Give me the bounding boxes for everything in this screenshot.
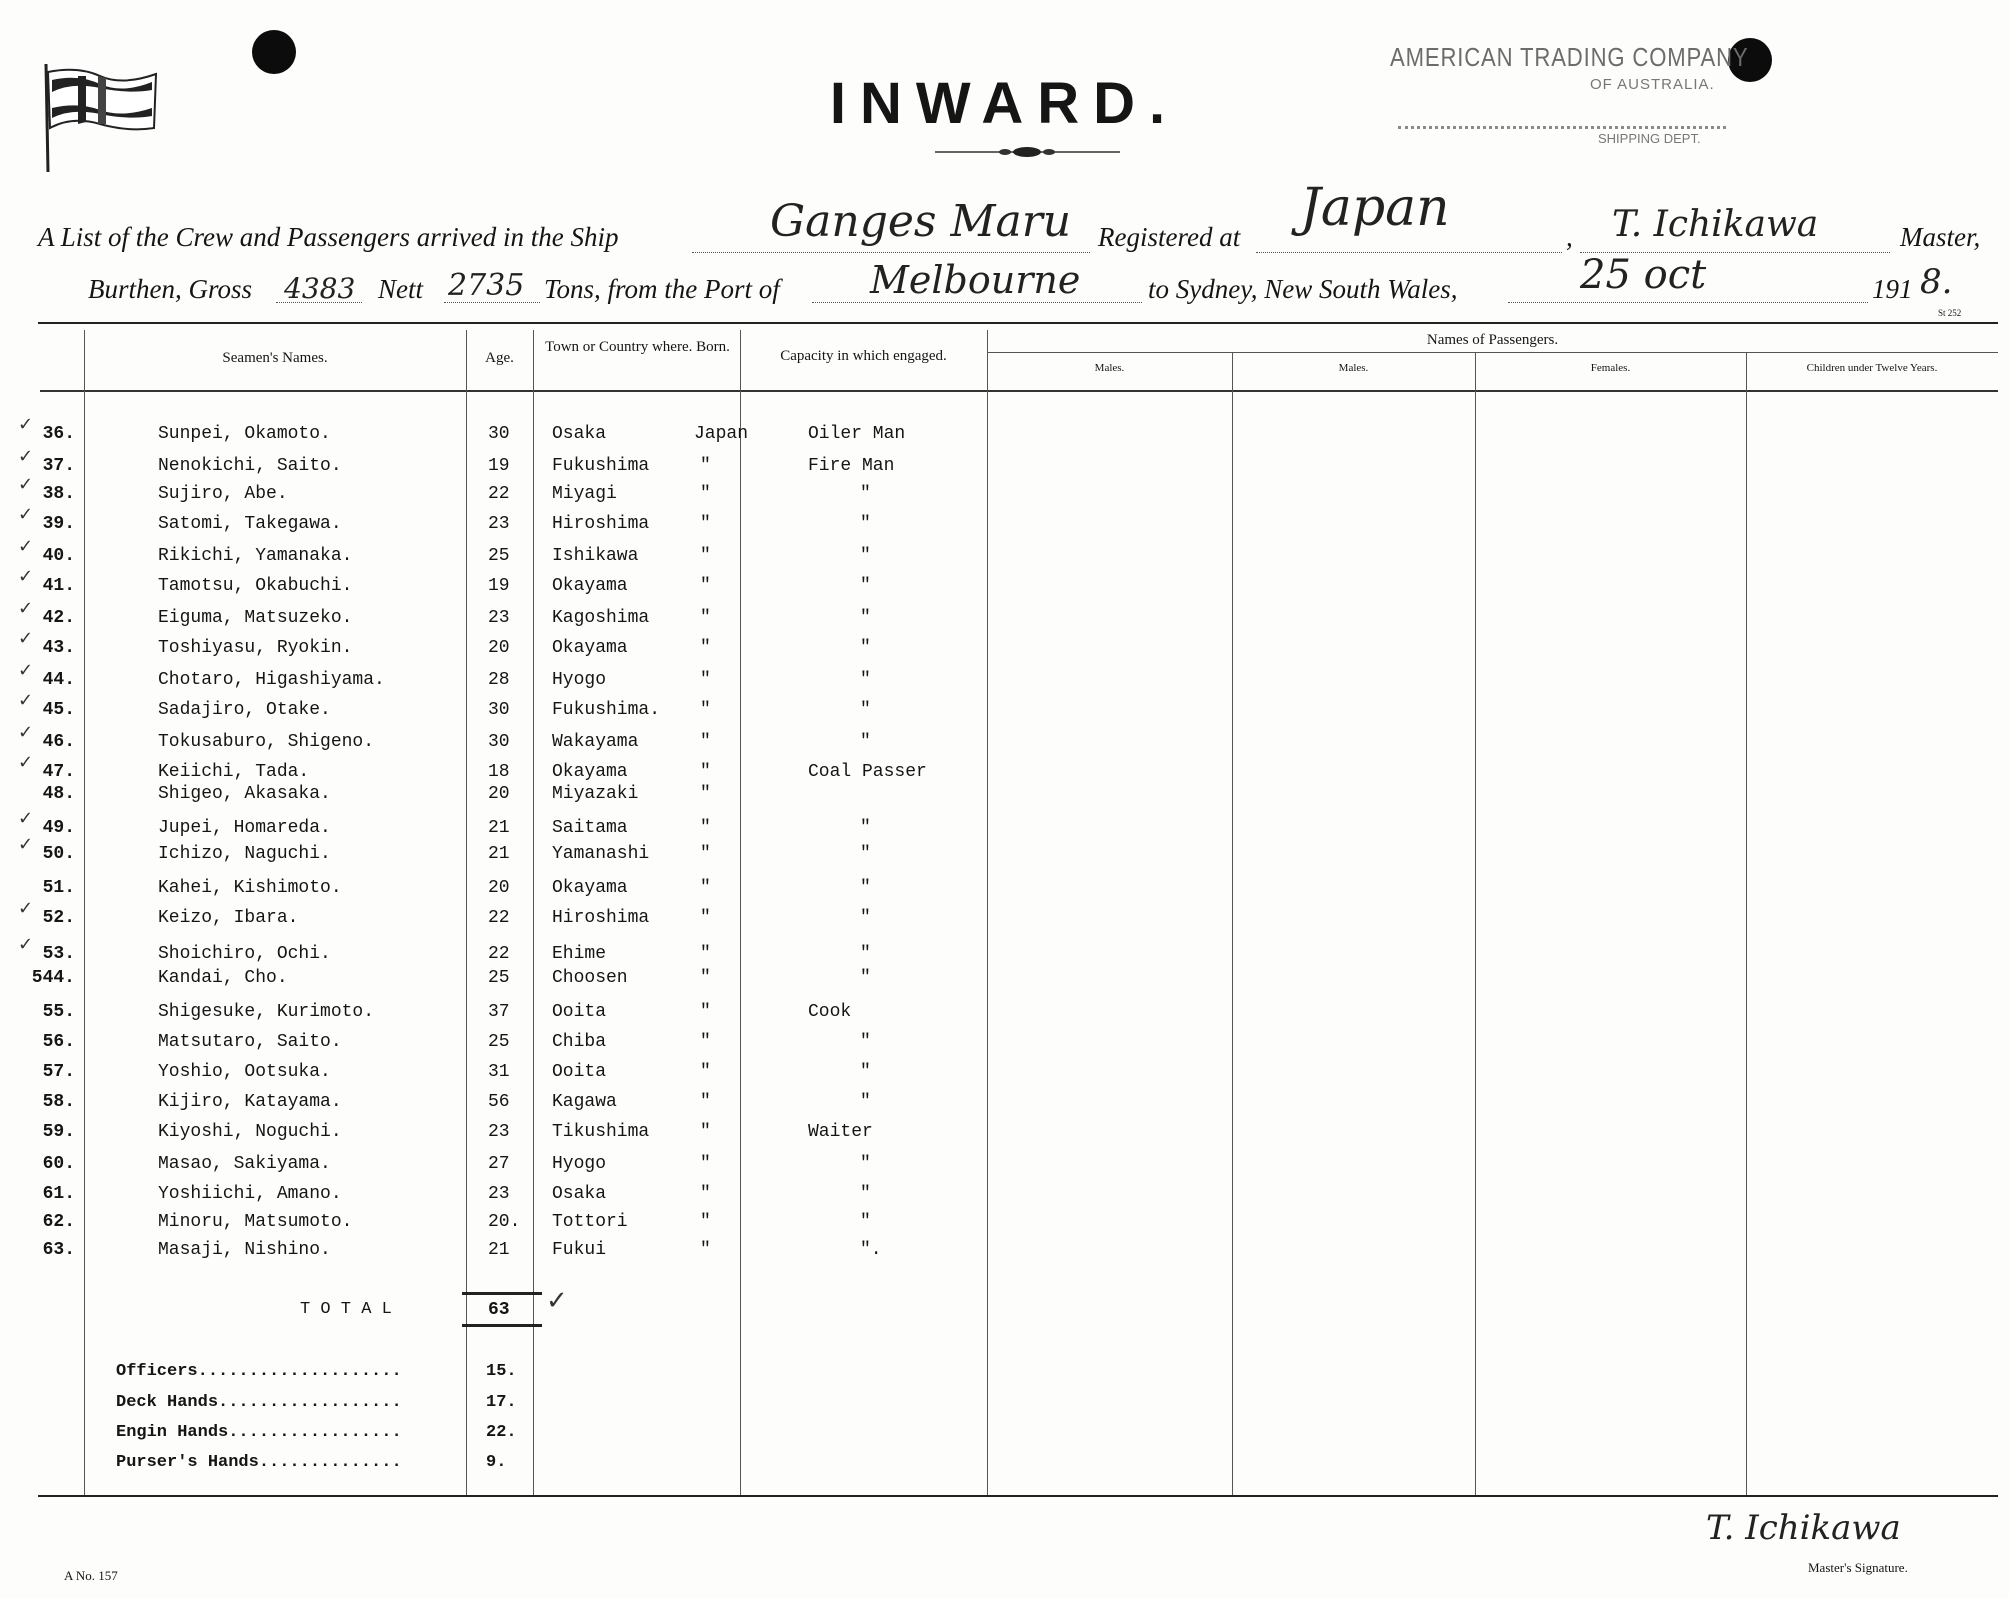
seaman-name: Sunpei, Okamoto. bbox=[158, 424, 331, 444]
gross-tonnage: 4383 bbox=[284, 272, 356, 305]
header-passengers: Names of Passengers. bbox=[1426, 332, 1559, 348]
birthplace: Miyagi bbox=[552, 484, 617, 504]
registered-line bbox=[1256, 252, 1562, 253]
seaman-name: Sadajiro, Otake. bbox=[158, 700, 331, 720]
capacity: " bbox=[860, 944, 871, 964]
birthplace: Okayama bbox=[552, 638, 628, 658]
birth-country: " bbox=[700, 546, 711, 566]
seaman-age: 25 bbox=[488, 546, 510, 566]
birthplace: Fukushima bbox=[552, 456, 650, 476]
birthplace: Hiroshima bbox=[552, 514, 650, 534]
birth-country: " bbox=[700, 944, 711, 964]
birthplace: Hyogo bbox=[552, 670, 607, 690]
row-number: 59. bbox=[42, 1122, 75, 1142]
row-number: 57. bbox=[42, 1062, 75, 1082]
column-divider bbox=[1475, 352, 1476, 1495]
row-number: 44. bbox=[42, 670, 75, 690]
birth-country: " bbox=[700, 818, 711, 838]
master-label: Master, bbox=[1900, 222, 1981, 252]
birthplace: Wakayama bbox=[552, 732, 639, 752]
header-males: Males. bbox=[1094, 362, 1125, 374]
seaman-name: Tokusaburo, Shigeno. bbox=[158, 732, 375, 752]
birthplace: Okayama bbox=[552, 878, 628, 898]
capacity: " bbox=[860, 484, 871, 504]
check-mark: ✓ bbox=[18, 660, 34, 681]
header-males: Males. bbox=[1338, 362, 1369, 374]
master-signature: T. Ichikawa bbox=[1706, 1508, 1901, 1548]
officers-label: Officers.................... bbox=[116, 1362, 402, 1381]
capacity: " bbox=[860, 1032, 871, 1052]
check-mark: ✓ bbox=[18, 536, 34, 557]
seaman-age: 22 bbox=[488, 484, 510, 504]
birth-country: " bbox=[700, 908, 711, 928]
capacity: " bbox=[860, 546, 871, 566]
header-bottom-rule bbox=[40, 390, 1998, 392]
capacity: Waiter bbox=[808, 1122, 873, 1142]
row-number: 36. bbox=[42, 424, 75, 444]
birth-country: " bbox=[700, 968, 711, 988]
check-mark: ✓ bbox=[18, 752, 34, 773]
seaman-age: 21 bbox=[488, 1240, 510, 1260]
registered-at: Japan bbox=[1300, 178, 1450, 238]
seaman-name: Yoshio, Ootsuka. bbox=[158, 1062, 331, 1082]
seaman-name: Keizo, Ibara. bbox=[158, 908, 299, 928]
burthen-label: Burthen, Gross bbox=[88, 274, 253, 304]
total-value: 63 bbox=[488, 1300, 510, 1320]
seaman-name: Shoichiro, Ochi. bbox=[158, 944, 331, 964]
birth-country: " bbox=[700, 670, 711, 690]
row-number: 46. bbox=[42, 732, 75, 752]
check-mark: ✓ bbox=[18, 474, 34, 495]
birthplace: Kagoshima bbox=[552, 608, 650, 628]
seaman-age: 27 bbox=[488, 1154, 510, 1174]
officers-count: 15. bbox=[486, 1362, 517, 1381]
row-number: 52. bbox=[42, 908, 75, 928]
capacity: " bbox=[860, 908, 871, 928]
capacity: " bbox=[860, 968, 871, 988]
table-top-rule bbox=[38, 322, 1998, 324]
birth-country: " bbox=[700, 1154, 711, 1174]
birthplace: Fukushima. bbox=[552, 700, 661, 720]
birth-country: " bbox=[700, 1032, 711, 1052]
capacity: " bbox=[860, 608, 871, 628]
capacity: " bbox=[860, 1154, 871, 1174]
seaman-age: 21 bbox=[488, 844, 510, 864]
capacity: " bbox=[860, 1212, 871, 1232]
tons-label: Tons, from the Port of bbox=[544, 274, 780, 304]
check-mark: ✓ bbox=[18, 834, 34, 855]
seaman-name: Chotaro, Higashiyama. bbox=[158, 670, 385, 690]
capacity: " bbox=[860, 576, 871, 596]
capacity: " bbox=[860, 638, 871, 658]
birth-country: " bbox=[700, 878, 711, 898]
capacity: " bbox=[860, 878, 871, 898]
birthplace: Ehime bbox=[552, 944, 607, 964]
check-mark: ✓ bbox=[18, 446, 34, 467]
birth-country: " bbox=[700, 576, 711, 596]
seaman-name: Kijiro, Katayama. bbox=[158, 1092, 342, 1112]
seaman-age: 30 bbox=[488, 700, 510, 720]
birthplace: Chiba bbox=[552, 1032, 607, 1052]
check-mark: ✓ bbox=[18, 690, 34, 711]
capacity: " bbox=[860, 732, 871, 752]
signature-label: Master's Signature. bbox=[1808, 1560, 1908, 1575]
header-capacity: Capacity in which engaged. bbox=[780, 348, 947, 364]
seaman-name: Masaji, Nishino. bbox=[158, 1240, 331, 1260]
header-children: Children under Twelve Years. bbox=[1806, 362, 1938, 374]
ship-name: Ganges Maru bbox=[770, 196, 1072, 247]
check-mark: ✓ bbox=[18, 808, 34, 829]
row-number: 55. bbox=[42, 1002, 75, 1022]
pursers-hands-count: 9. bbox=[486, 1453, 507, 1472]
row-number: 60. bbox=[42, 1154, 75, 1174]
birth-country: " bbox=[700, 1062, 711, 1082]
row-number: 48. bbox=[42, 784, 75, 804]
seaman-name: Sujiro, Abe. bbox=[158, 484, 288, 504]
birth-country: " bbox=[700, 732, 711, 752]
capacity: Fire Man bbox=[808, 456, 895, 476]
seaman-age: 20 bbox=[488, 878, 510, 898]
year-prefix: 191 bbox=[1872, 274, 1913, 304]
comma: , bbox=[1566, 222, 1573, 252]
column-divider bbox=[533, 330, 534, 1495]
row-number: 47. bbox=[42, 762, 75, 782]
column-divider bbox=[466, 330, 467, 1495]
birth-country: " bbox=[700, 762, 711, 782]
total-label: T O T A L bbox=[300, 1300, 392, 1319]
row-number: 544. bbox=[31, 968, 75, 988]
check-mark: ✓ bbox=[18, 566, 34, 587]
capacity: " bbox=[860, 844, 871, 864]
form-intro: A List of the Crew and Passengers arrived in the Ship bbox=[38, 222, 619, 252]
row-number: 37. bbox=[42, 456, 75, 476]
seaman-age: 30 bbox=[488, 732, 510, 752]
nett-label: Nett bbox=[378, 274, 423, 304]
ornament-divider bbox=[935, 146, 1120, 158]
birth-country: " bbox=[700, 1092, 711, 1112]
row-number: 42. bbox=[42, 608, 75, 628]
birth-country: " bbox=[700, 1122, 711, 1142]
birthplace: Miyazaki bbox=[552, 784, 639, 804]
engine-hands-count: 22. bbox=[486, 1423, 517, 1442]
header-seamens-names: Seamen's Names. bbox=[222, 350, 328, 366]
port-of-departure: Melbourne bbox=[870, 258, 1081, 302]
row-number: 38. bbox=[42, 484, 75, 504]
stamp-dotted-line bbox=[1398, 126, 1726, 129]
destination-label: to Sydney, New South Wales, bbox=[1148, 274, 1458, 304]
capacity: Coal Passer bbox=[808, 762, 927, 782]
seaman-name: Toshiyasu, Ryokin. bbox=[158, 638, 353, 658]
pursers-hands-label: Purser's Hands.............. bbox=[116, 1453, 402, 1472]
check-mark: ✓ bbox=[18, 722, 34, 743]
ship-name-line bbox=[692, 252, 1090, 253]
birth-country: " bbox=[700, 514, 711, 534]
birth-country: " bbox=[700, 1184, 711, 1204]
seaman-name: Masao, Sakiyama. bbox=[158, 1154, 331, 1174]
capacity: " bbox=[860, 1092, 871, 1112]
birth-country: " bbox=[700, 638, 711, 658]
check-mark: ✓ bbox=[18, 504, 34, 525]
header-females: Females. bbox=[1590, 362, 1631, 374]
binder-hole-left bbox=[252, 30, 296, 74]
table-bottom-rule bbox=[38, 1495, 1998, 1497]
seaman-age: 19 bbox=[488, 576, 510, 596]
seaman-name: Shigesuke, Kurimoto. bbox=[158, 1002, 375, 1022]
nett-tonnage: 2735 bbox=[448, 268, 525, 303]
header-age: Age. bbox=[485, 350, 514, 366]
check-mark: ✓ bbox=[18, 898, 34, 919]
seaman-age: 28 bbox=[488, 670, 510, 690]
seaman-age: 30 bbox=[488, 424, 510, 444]
company-stamp: AMERICAN TRADING COMPANY bbox=[1390, 42, 1749, 72]
row-number: 41. bbox=[42, 576, 75, 596]
stamp-department: SHIPPING DEPT. bbox=[1598, 131, 1701, 146]
seaman-name: Shigeo, Akasaka. bbox=[158, 784, 331, 804]
total-rule-bottom bbox=[462, 1324, 542, 1327]
row-number: 51. bbox=[42, 878, 75, 898]
birth-country: " bbox=[700, 456, 711, 476]
birth-country: " bbox=[700, 1002, 711, 1022]
birth-country: Japan bbox=[694, 424, 749, 444]
header-town-born: Town or Country where. Born. bbox=[545, 339, 730, 355]
row-number: 61. bbox=[42, 1184, 75, 1204]
birth-country: " bbox=[700, 608, 711, 628]
engine-hands-label: Engin Hands................. bbox=[116, 1423, 402, 1442]
stamp-location: OF AUSTRALIA. bbox=[1590, 76, 1715, 93]
seaman-age: 21 bbox=[488, 818, 510, 838]
row-number: 40. bbox=[42, 546, 75, 566]
deck-hands-count: 17. bbox=[486, 1393, 517, 1412]
birth-country: " bbox=[700, 784, 711, 804]
seaman-age: 31 bbox=[488, 1062, 510, 1082]
birthplace: Ishikawa bbox=[552, 546, 639, 566]
capacity: Oiler Man bbox=[808, 424, 906, 444]
seaman-name: Eiguma, Matsuzeko. bbox=[158, 608, 353, 628]
birthplace: Hyogo bbox=[552, 1154, 607, 1174]
column-divider bbox=[1232, 352, 1233, 1495]
registered-label: Registered at bbox=[1098, 222, 1241, 252]
seaman-age: 19 bbox=[488, 456, 510, 476]
column-divider bbox=[987, 330, 988, 1495]
birthplace: Okayama bbox=[552, 576, 628, 596]
birthplace: Kagawa bbox=[552, 1092, 617, 1112]
birthplace: Fukui bbox=[552, 1240, 607, 1260]
seaman-name: Jupei, Homareda. bbox=[158, 818, 331, 838]
check-mark: ✓ bbox=[18, 934, 34, 955]
total-rule-top bbox=[462, 1292, 542, 1295]
seaman-age: 25 bbox=[488, 1032, 510, 1052]
passenger-subheader-rule bbox=[988, 352, 1998, 353]
birthplace: Tottori bbox=[552, 1212, 628, 1232]
birthplace: Hiroshima bbox=[552, 908, 650, 928]
column-divider bbox=[1746, 352, 1747, 1495]
row-number: 63. bbox=[42, 1240, 75, 1260]
seaman-name: Minoru, Matsumoto. bbox=[158, 1212, 353, 1232]
capacity: " bbox=[860, 700, 871, 720]
row-number: 53. bbox=[42, 944, 75, 964]
birthplace: Tikushima bbox=[552, 1122, 650, 1142]
capacity: " bbox=[860, 1062, 871, 1082]
seaman-age: 20 bbox=[488, 784, 510, 804]
row-number: 50. bbox=[42, 844, 75, 864]
seaman-name: Yoshiichi, Amano. bbox=[158, 1184, 342, 1204]
birth-country: " bbox=[700, 700, 711, 720]
row-number: 62. bbox=[42, 1212, 75, 1232]
row-number: 45. bbox=[42, 700, 75, 720]
total-check-mark: ✓ bbox=[546, 1286, 568, 1316]
year-suffix: 8. bbox=[1920, 262, 1953, 302]
birthplace: Ooita bbox=[552, 1062, 607, 1082]
seaman-age: 22 bbox=[488, 908, 510, 928]
birth-country: " bbox=[700, 484, 711, 504]
seaman-age: 18 bbox=[488, 762, 510, 782]
capacity: " bbox=[860, 670, 871, 690]
seaman-name: Rikichi, Yamanaka. bbox=[158, 546, 353, 566]
row-number: 58. bbox=[42, 1092, 75, 1112]
row-number: 43. bbox=[42, 638, 75, 658]
form-code: St 252 bbox=[1938, 308, 1962, 318]
seaman-name: Keiichi, Tada. bbox=[158, 762, 310, 782]
birthplace: Ooita bbox=[552, 1002, 607, 1022]
birth-country: " bbox=[700, 844, 711, 864]
column-divider bbox=[740, 330, 741, 1495]
row-number: 49. bbox=[42, 818, 75, 838]
birthplace: Saitama bbox=[552, 818, 628, 838]
seaman-name: Ichizo, Naguchi. bbox=[158, 844, 331, 864]
master-name: T. Ichikawa bbox=[1612, 204, 1819, 245]
deck-hands-label: Deck Hands.................. bbox=[116, 1393, 402, 1412]
date-line bbox=[1508, 302, 1868, 303]
column-divider bbox=[84, 330, 85, 1495]
seaman-age: 23 bbox=[488, 1184, 510, 1204]
seaman-age: 23 bbox=[488, 1122, 510, 1142]
capacity: " bbox=[860, 818, 871, 838]
capacity: Cook bbox=[808, 1002, 852, 1022]
capacity: " bbox=[860, 1184, 871, 1204]
birthplace: Okayama bbox=[552, 762, 628, 782]
seaman-name: Tamotsu, Okabuchi. bbox=[158, 576, 353, 596]
seaman-age: 23 bbox=[488, 514, 510, 534]
seaman-age: 25 bbox=[488, 968, 510, 988]
seaman-name: Matsutaro, Saito. bbox=[158, 1032, 342, 1052]
form-number: A No. 157 bbox=[64, 1568, 118, 1583]
check-mark: ✓ bbox=[18, 414, 34, 435]
row-number: 39. bbox=[42, 514, 75, 534]
seaman-age: 20 bbox=[488, 638, 510, 658]
capacity: ". bbox=[860, 1240, 882, 1260]
seaman-age: 56 bbox=[488, 1092, 510, 1112]
birthplace: Choosen bbox=[552, 968, 628, 988]
seaman-age: 20. bbox=[488, 1212, 521, 1232]
check-mark: ✓ bbox=[18, 598, 34, 619]
seaman-age: 37 bbox=[488, 1002, 510, 1022]
capacity: " bbox=[860, 514, 871, 534]
seaman-age: 23 bbox=[488, 608, 510, 628]
birth-country: " bbox=[700, 1212, 711, 1232]
birthplace: Yamanashi bbox=[552, 844, 650, 864]
page-title: INWARD. bbox=[829, 71, 1180, 136]
row-number: 56. bbox=[42, 1032, 75, 1052]
seaman-name: Nenokichi, Saito. bbox=[158, 456, 342, 476]
seaman-age: 22 bbox=[488, 944, 510, 964]
seaman-name: Kahei, Kishimoto. bbox=[158, 878, 342, 898]
seaman-name: Satomi, Takegawa. bbox=[158, 514, 342, 534]
birthplace: Osaka bbox=[552, 1184, 607, 1204]
birth-country: " bbox=[700, 1240, 711, 1260]
birthplace: Osaka bbox=[552, 424, 607, 444]
seaman-name: Kiyoshi, Noguchi. bbox=[158, 1122, 342, 1142]
arrival-date: 25 oct bbox=[1580, 252, 1707, 298]
seaman-name: Kandai, Cho. bbox=[158, 968, 288, 988]
port-line bbox=[812, 302, 1142, 303]
check-mark: ✓ bbox=[18, 628, 34, 649]
